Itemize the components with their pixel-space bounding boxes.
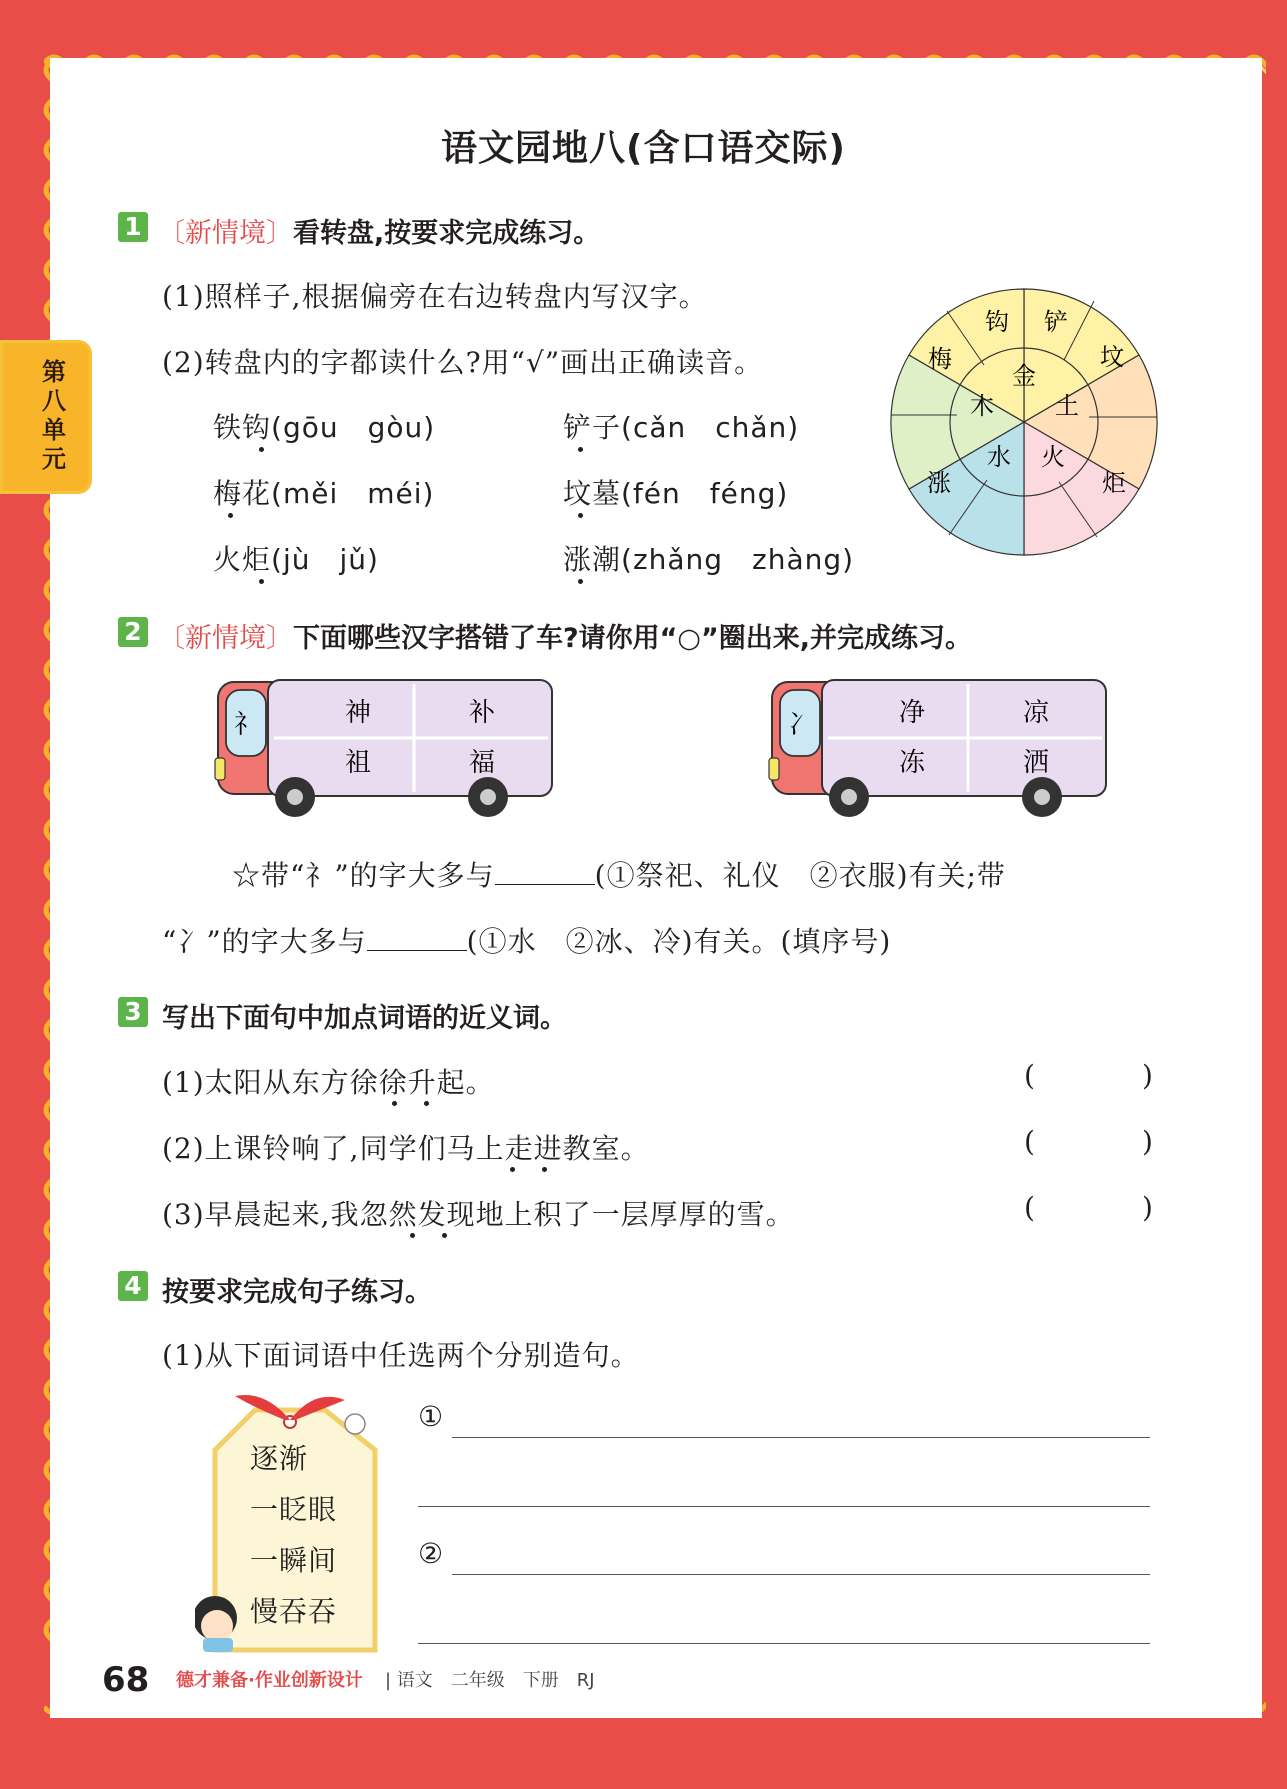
bus-1-char: 祖 [344,748,372,778]
writing-line[interactable] [418,1643,1150,1644]
wheel-outer-char: 钩 [985,308,1009,336]
bus-1-char: 补 [468,698,496,728]
word-option: 一瞬间 [250,1544,338,1577]
wheel-outer-char: 涨 [927,469,951,497]
reading-item: 涨潮(zhǎng zhàng) [563,543,855,576]
question-number-3: 3 [118,997,148,1027]
footer-brand: 德才兼备·作业创新设计 [176,1670,363,1691]
answer-paren-open: ( [1024,1191,1035,1224]
bus-2-char: 洒 [1022,748,1050,778]
question-2-fill-line-2: “冫”的字大多与 (①水 ②冰、冷)有关。(填序号) [162,925,892,958]
answer-paren-close: ) [1142,1059,1153,1092]
reading-item: 梅花(měi méi) [213,477,435,510]
reading-item: 铲子(cǎn chǎn) [563,411,800,444]
emphasis-dot [424,1101,429,1106]
page-number: 68 [102,1660,150,1700]
question-4-heading: 按要求完成句子练习。 [162,1277,432,1308]
wheel-outer-char: 梅 [928,345,952,373]
reading-item: 火炬(jù jǔ) [213,543,379,576]
answer-blank[interactable] [495,884,595,885]
question-number-2: 2 [118,617,148,647]
reading-item: 坟墓(fén féng) [563,477,789,510]
emphasis-dot [392,1101,397,1106]
question-1-sub2: (2)转盘内的字都读什么?用“√”画出正确读音。 [162,346,764,379]
emphasis-dot [228,513,233,518]
bus-2 [764,676,1109,822]
emphasis-dot [578,579,583,584]
bus-1-radical: 礻 [233,710,261,740]
wheel-outer-char: 铲 [1044,308,1068,336]
bus-2-char: 凉 [1022,698,1050,728]
question-3-heading: 写出下面句中加点词语的近义词。 [162,1003,567,1034]
emphasis-dot [259,447,264,452]
bus-1 [210,676,555,822]
question-number-4: 4 [118,1271,148,1301]
emphasis-dot [410,1233,415,1238]
emphasis-dot [578,447,583,452]
emphasis-dot [578,513,583,518]
bus-2-radical: 冫 [787,710,815,740]
wheel-center-char: 金 [1012,362,1036,390]
question-3-item: (2)上课铃响了,同学们马上走进教室。 [162,1132,650,1165]
question-3-item: (1)太阳从东方徐徐升起。 [162,1066,495,1099]
word-option: 逐渐 [250,1442,309,1475]
answer-paren-close: ) [1142,1191,1153,1224]
word-option: 一眨眼 [250,1493,338,1526]
writing-line[interactable] [418,1506,1150,1507]
question-4-sub1: (1)从下面词语中任选两个分别造句。 [162,1339,640,1372]
question-number-1: 1 [118,212,148,242]
wheel-outer-char: 炬 [1102,469,1126,497]
wheel-center-char: 木 [970,392,994,420]
bus-1-char: 福 [468,748,496,778]
emphasis-dot [542,1167,547,1172]
footer-book-info: | 语文 二年级 下册 RJ [385,1670,595,1691]
emphasis-dot [442,1233,447,1238]
sentence-mark: ① [418,1400,445,1433]
wheel-center-char: 火 [1041,443,1065,471]
answer-paren-close: ) [1142,1125,1153,1158]
word-option: 慢吞吞 [250,1595,338,1628]
bus-2-char: 冻 [898,748,926,778]
writing-line[interactable] [452,1574,1150,1575]
answer-paren-open: ( [1024,1059,1035,1092]
page-title: 语文园地八(含口语交际) [441,128,846,169]
unit-tab: 第八单元 [0,340,92,494]
radical-wheel [889,287,1159,557]
answer-blank[interactable] [367,950,467,951]
question-1-heading: 〔新情境〕看转盘,按要求完成练习。 [158,218,601,249]
wheel-outer-char: 坟 [1100,343,1124,371]
bus-2-char: 净 [898,698,926,728]
answer-paren-open: ( [1024,1125,1035,1158]
question-1-sub1: (1)照样子,根据偏旁在右边转盘内写汉字。 [162,280,708,313]
emphasis-dot [259,579,264,584]
wheel-center-char: 土 [1055,392,1079,420]
question-3-item: (3)早晨起来,我忽然发现地上积了一层厚厚的雪。 [162,1198,795,1231]
emphasis-dot [510,1167,515,1172]
sentence-mark: ② [418,1537,445,1570]
writing-line[interactable] [452,1437,1150,1438]
question-2-fill-line-1: ☆带“礻”的字大多与 (①祭祀、礼仪 ②衣服)有关;带 [232,859,1006,892]
reading-item: 铁钩(gōu gòu) [213,411,436,444]
question-2-heading: 〔新情境〕下面哪些汉字搭错了车?请你用“○”圈出来,并完成练习。 [158,623,972,654]
wheel-center-char: 水 [987,443,1011,471]
bus-1-char: 神 [344,698,372,728]
